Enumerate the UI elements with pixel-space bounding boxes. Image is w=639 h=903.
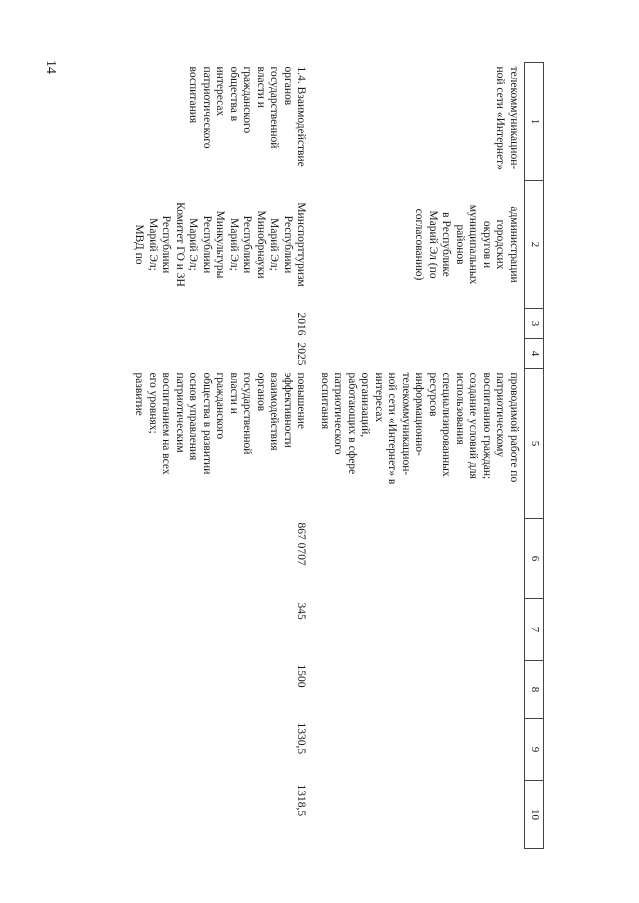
budget-code-cell: 867 0707 — [295, 522, 308, 566]
event-name-cell: 1.4. Взаимодействие органов государственной власти и гражданского общества в интересах патриотического воспитания — [187, 66, 308, 167]
event-name-cell: телекоммуникацион- ной сети «Интернет» — [494, 66, 520, 170]
value-cell — [318, 599, 525, 661]
page-number: 14 — [43, 60, 58, 74]
column-header: 2 — [525, 181, 544, 309]
value-cell: 345 — [295, 602, 308, 620]
column-header: 3 — [525, 309, 544, 339]
column-header: 9 — [525, 719, 544, 781]
column-header: 5 — [525, 369, 544, 519]
value-cell: 1330,5 — [295, 722, 308, 755]
expected-result-cell: проводимой работе по патриотическому воспитанию граждан; создание условий для использования специализированных ресурсов информационно- телекоммуникацион- ной сети «Интернет» в интересах организаций, работающих в сфере патриотического воспитания — [319, 372, 520, 485]
executor-cell: администрации городских округов и муниципальных районов в Республике Марий Эл (по согласованию) — [413, 204, 520, 285]
value-cell: 1318,5 — [295, 784, 308, 817]
column-header: 6 — [525, 519, 544, 599]
column-header: 8 — [525, 661, 544, 719]
table-row — [318, 63, 525, 849]
end-year-cell: 2025 — [295, 342, 308, 366]
start-year-cell — [318, 309, 525, 339]
rotated-table-wrapper — [104, 62, 544, 848]
start-year-cell: 2016 — [295, 312, 308, 336]
executor-cell: Минспорттуризм Республики Марий Эл; Минобрнауки Республики Марий Эл; Минкультуры Республики Марий Эл; Комитет ГО и ЗН Республики Марий Эл; МВД по — [133, 202, 308, 287]
value-cell — [318, 781, 525, 849]
program-table — [132, 62, 544, 849]
header-row — [525, 63, 544, 849]
column-header: 1 — [525, 63, 544, 181]
column-header: 7 — [525, 599, 544, 661]
column-header: 10 — [525, 781, 544, 849]
value-cell: 1500 — [295, 664, 308, 688]
column-header: 4 — [525, 339, 544, 369]
expected-result-cell: повышение эффективности взаимодействия органов государственной власти и гражданского общества в развитии основ управления патриотическим воспитанием на всех его уровнях; развитие — [133, 372, 308, 475]
value-cell — [318, 661, 525, 719]
table-row — [132, 63, 318, 849]
value-cell — [318, 719, 525, 781]
end-year-cell — [318, 339, 525, 369]
budget-code-cell — [318, 519, 525, 599]
